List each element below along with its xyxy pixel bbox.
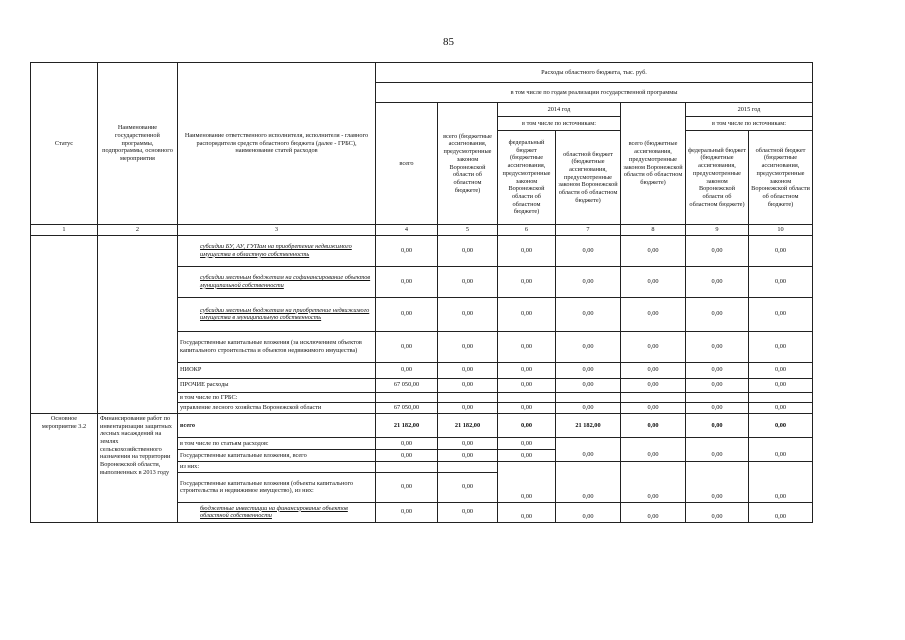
value-cell: 0,00: [749, 297, 813, 331]
value-cell: 0,00: [686, 266, 749, 297]
value-cell: 0,00: [376, 297, 438, 331]
row-label: субсидии БУ, АУ, ГУПам на приобретение недвижимого имущества в областную собственность: [178, 235, 376, 266]
value-cell: 0,00: [749, 414, 813, 438]
header-executor: Наименование ответственного исполнителя, исполнителя - главного распорядителя средств областного бюджета (далее - ГРБС), наименование статей расходов: [178, 63, 376, 225]
value-cell: 0,00: [438, 331, 498, 362]
value-cell: [621, 438, 686, 450]
value-cell: 0,00: [749, 331, 813, 362]
value-cell: 0,00: [686, 297, 749, 331]
value-cell: 67 050,00: [376, 378, 438, 392]
value-cell: 0,00: [498, 378, 556, 392]
value-cell: 0,00: [376, 502, 438, 522]
value-cell: [686, 392, 749, 403]
value-cell: 0,00: [621, 414, 686, 438]
budget-table: [30, 62, 813, 523]
value-cell: 0,00: [498, 472, 556, 502]
value-cell: [556, 392, 621, 403]
value-cell: 0,00: [621, 472, 686, 502]
header-regional-2015: областной бюджет (бюджетные ассигнования, предусмотренные законом Воронежской области об областном бюджете): [749, 131, 813, 225]
row-label: управление лесного хозяйства Воронежской области: [178, 403, 376, 414]
event-status: Основное мероприятие 3.2: [31, 414, 98, 523]
value-cell: 0,00: [621, 502, 686, 522]
value-cell: 0,00: [376, 450, 438, 462]
value-cell: 0,00: [621, 266, 686, 297]
program-cell-empty: [98, 235, 178, 413]
header-total-alloc-2015: всего (бюджетные ассигнования, предусмотренные законом Воронежской области об областном бюджете): [621, 103, 686, 225]
row-label: ПРОЧИЕ расходы: [178, 378, 376, 392]
value-cell: 0,00: [749, 362, 813, 378]
value-cell: 0,00: [556, 450, 621, 462]
value-cell: 0,00: [686, 502, 749, 522]
value-cell: 0,00: [376, 438, 438, 450]
value-cell: 0,00: [498, 362, 556, 378]
page-number: 85: [443, 36, 454, 48]
row-label: НИОКР: [178, 362, 376, 378]
header-regional-2014: областной бюджет (бюджетные ассигнования, предусмотренные законом Воронежской области об областном бюджете): [556, 131, 621, 225]
value-cell: 0,00: [376, 362, 438, 378]
value-cell: 0,00: [556, 378, 621, 392]
col-number: 3: [178, 225, 376, 236]
value-cell: 0,00: [498, 450, 556, 462]
value-cell: 21 182,00: [376, 414, 438, 438]
value-cell: [376, 462, 438, 473]
row-label: субсидии местным бюджетам на софинансирование объектов муниципальной собственности: [178, 266, 376, 297]
value-cell: 0,00: [686, 472, 749, 502]
value-cell: 0,00: [621, 331, 686, 362]
value-cell: 0,00: [498, 438, 556, 450]
value-cell: [498, 462, 556, 473]
value-cell: 0,00: [686, 378, 749, 392]
value-cell: [438, 392, 498, 403]
value-cell: 0,00: [686, 362, 749, 378]
value-cell: 21 182,00: [556, 414, 621, 438]
value-cell: 0,00: [621, 378, 686, 392]
value-cell: 0,00: [498, 235, 556, 266]
value-cell: [749, 392, 813, 403]
header-by-sources-2014: в том числе по источникам:: [498, 117, 621, 131]
value-cell: 0,00: [686, 450, 749, 462]
value-cell: 0,00: [556, 362, 621, 378]
value-cell: [498, 392, 556, 403]
table-row: [31, 414, 813, 438]
value-cell: 0,00: [498, 403, 556, 414]
col-number: 1: [31, 225, 98, 236]
row-label: субсидии местным бюджетам на приобретение недвижимого имущества в муниципальную собственность: [178, 297, 376, 331]
header-program-name: Наименование государственной программы, подпрограммы, основного мероприятия: [98, 63, 178, 225]
header-year-2014: 2014 год: [498, 103, 621, 117]
value-cell: 0,00: [556, 403, 621, 414]
value-cell: 0,00: [686, 235, 749, 266]
value-cell: 0,00: [556, 502, 621, 522]
value-cell: 0,00: [749, 502, 813, 522]
value-cell: 0,00: [438, 403, 498, 414]
value-cell: 0,00: [498, 414, 556, 438]
value-cell: [749, 462, 813, 473]
value-cell: 0,00: [438, 378, 498, 392]
header-by-years: в том числе по годам реализации государственной программы: [376, 83, 813, 103]
header-year-2015: 2015 год: [686, 103, 813, 117]
row-label: Государственные капитальные вложения (за исключением объектов капитального строительства и объектов недвижимого имущества): [178, 331, 376, 362]
value-cell: 0,00: [686, 414, 749, 438]
header-expenses: Расходы областного бюджета, тыс. руб.: [376, 63, 813, 83]
header-status: Статус: [31, 63, 98, 225]
value-cell: 21 182,00: [438, 414, 498, 438]
row-label: в том числе по статьям расходов:: [178, 438, 376, 450]
value-cell: 0,00: [556, 235, 621, 266]
value-cell: 0,00: [556, 297, 621, 331]
value-cell: 0,00: [621, 297, 686, 331]
value-cell: [749, 438, 813, 450]
value-cell: [686, 462, 749, 473]
value-cell: 0,00: [686, 403, 749, 414]
col-number: 8: [621, 225, 686, 236]
table-row: [31, 235, 813, 266]
value-cell: [621, 392, 686, 403]
value-cell: 0,00: [438, 235, 498, 266]
value-cell: 0,00: [376, 266, 438, 297]
value-cell: 0,00: [749, 378, 813, 392]
value-cell: 0,00: [498, 502, 556, 522]
col-number: 4: [376, 225, 438, 236]
header-federal-2014: федеральный бюджет (бюджетные ассигнования, предусмотренные законом Воронежской области об областном бюджете): [498, 131, 556, 225]
value-cell: 0,00: [621, 235, 686, 266]
value-cell: [376, 392, 438, 403]
value-cell: 0,00: [438, 450, 498, 462]
value-cell: [686, 438, 749, 450]
value-cell: [438, 462, 498, 473]
value-cell: 0,00: [498, 331, 556, 362]
row-label: из них:: [178, 462, 376, 473]
header-total: всего: [376, 103, 438, 225]
value-cell: 0,00: [749, 403, 813, 414]
value-cell: 0,00: [749, 266, 813, 297]
value-cell: 0,00: [621, 403, 686, 414]
value-cell: 0,00: [749, 472, 813, 502]
col-number: 5: [438, 225, 498, 236]
value-cell: 0,00: [686, 331, 749, 362]
value-cell: 0,00: [376, 235, 438, 266]
value-cell: 0,00: [376, 472, 438, 502]
value-cell: 0,00: [438, 438, 498, 450]
value-cell: 0,00: [438, 502, 498, 522]
col-number: 6: [498, 225, 556, 236]
value-cell: 0,00: [438, 297, 498, 331]
row-label: Государственные капитальные вложения, всего: [178, 450, 376, 462]
header-total-alloc: всего (бюджетные ассигнования, предусмотренные законом Воронежской области об областном бюджете): [438, 103, 498, 225]
value-cell: 0,00: [556, 331, 621, 362]
value-cell: 0,00: [749, 450, 813, 462]
col-number: 2: [98, 225, 178, 236]
value-cell: 67 050,00: [376, 403, 438, 414]
header-by-sources-2015: в том числе по источникам:: [686, 117, 813, 131]
row-label: в том числе по ГРБС:: [178, 392, 376, 403]
value-cell: 0,00: [556, 472, 621, 502]
value-cell: 0,00: [621, 450, 686, 462]
header-federal-2015: федеральный бюджет (бюджетные ассигнования, предусмотренные законом Воронежской области об областном бюджете): [686, 131, 749, 225]
col-number: 9: [686, 225, 749, 236]
value-cell: 0,00: [498, 297, 556, 331]
value-cell: 0,00: [438, 266, 498, 297]
row-label: всего: [178, 414, 376, 438]
row-label: бюджетные инвестиции на финансирование объектов областной собственности: [178, 502, 376, 522]
value-cell: 0,00: [749, 235, 813, 266]
value-cell: [556, 462, 621, 473]
status-cell-empty: [31, 235, 98, 413]
value-cell: [621, 462, 686, 473]
value-cell: 0,00: [556, 266, 621, 297]
col-number: 10: [749, 225, 813, 236]
row-label: Государственные капитальные вложения (объекты капитального строительства и недвижимое имущество), из них:: [178, 472, 376, 502]
value-cell: [556, 438, 621, 450]
column-number-row: [31, 225, 813, 236]
value-cell: 0,00: [498, 266, 556, 297]
value-cell: 0,00: [438, 472, 498, 502]
value-cell: 0,00: [438, 362, 498, 378]
value-cell: 0,00: [621, 362, 686, 378]
value-cell: 0,00: [376, 331, 438, 362]
col-number: 7: [556, 225, 621, 236]
event-name: Финансирование работ по инвентаризации защитных лесных насаждений на землях сельскохозяйственного назначения на территории Воронежской области, выполненных в 2013 году: [98, 414, 178, 523]
